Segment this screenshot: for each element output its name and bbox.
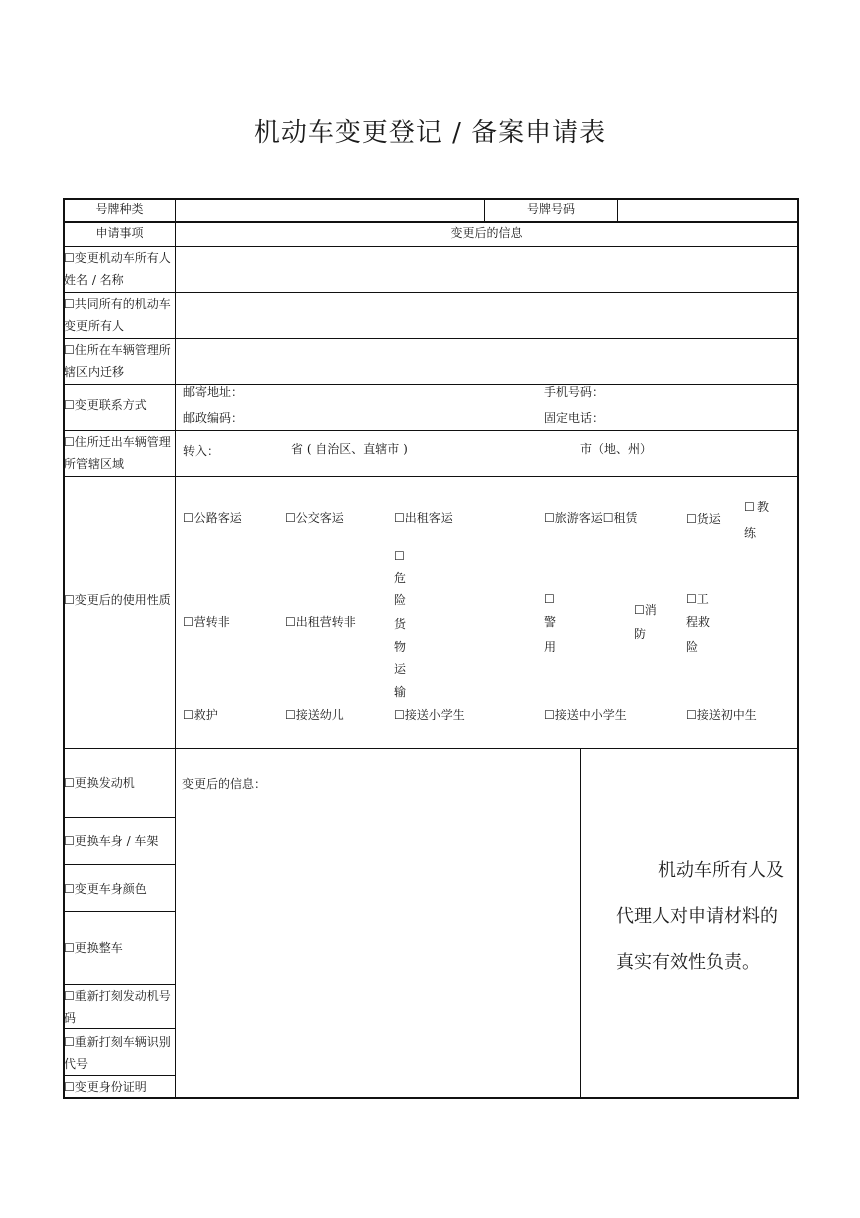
usage-road-passenger[interactable]: ☐公路客运: [183, 511, 242, 525]
usage-engineering-text-3: 险: [686, 640, 699, 654]
co-owner-input[interactable]: [180, 304, 792, 328]
change-color-option[interactable]: ☐变更车身颜色: [64, 882, 147, 896]
declaration-text: 机动车所有人及代理人对申请材料的真实有效性负责。: [616, 860, 784, 973]
usage-taxi[interactable]: ☐出租客运: [394, 511, 453, 525]
co-owner-option[interactable]: ☐共同所有的机动车变更所有人: [64, 297, 171, 333]
usage-option[interactable]: ☐变更后的使用性质: [64, 593, 171, 607]
plate-type-input[interactable]: [180, 201, 480, 219]
usage-coach-text-2: 练: [744, 526, 757, 540]
usage-coach-text-1: 教: [757, 500, 770, 514]
contact-option[interactable]: ☐变更联系方式: [64, 398, 147, 412]
move-out-option[interactable]: ☐住所迁出车辆管理所管辖区域: [64, 435, 171, 471]
plate-number-input[interactable]: [622, 201, 792, 219]
transfer-in-label: 转入：: [183, 444, 220, 458]
usage-fire-text-2: 防: [634, 627, 647, 641]
usage-hazard-text-4: 物: [394, 640, 407, 654]
usage-freight[interactable]: ☐货运: [686, 512, 721, 526]
usage-hazard-text-1: 危: [394, 571, 407, 585]
owner-name-option[interactable]: ☐变更机动车所有人姓名 / 名称: [64, 251, 171, 287]
plate-type-label: 号牌种类: [95, 202, 144, 216]
usage-police-text-1: 警: [544, 615, 557, 629]
usage-coach-checkbox[interactable]: ☐: [744, 500, 755, 514]
usage-police-checkbox[interactable]: ☐: [544, 592, 555, 606]
usage-engineering-text-2: 程救: [686, 615, 711, 629]
usage-engineering[interactable]: ☐工: [686, 592, 709, 606]
city-label: 市（地、州）: [580, 442, 653, 456]
usage-non-operating[interactable]: ☐营转非: [183, 615, 230, 629]
usage-bus[interactable]: ☐公交客运: [285, 511, 344, 525]
changed-info-textarea[interactable]: [182, 800, 578, 1094]
usage-primary-middle[interactable]: ☐接送中小学生: [544, 708, 627, 722]
address-move-input[interactable]: [180, 350, 792, 374]
change-whole-vehicle-option[interactable]: ☐更换整车: [64, 941, 123, 955]
owner-name-input[interactable]: [180, 258, 792, 282]
change-id-option[interactable]: ☐变更身份证明: [64, 1080, 147, 1094]
changed-info-label: 变更后的信息：: [182, 777, 267, 791]
mail-address-label: 邮寄地址：: [183, 385, 244, 399]
postcode-label: 邮政编码：: [183, 411, 244, 425]
usage-primary[interactable]: ☐接送小学生: [394, 708, 465, 722]
plate-number-label: 号牌号码: [526, 202, 575, 216]
change-engine-option[interactable]: ☐更换发动机: [64, 776, 135, 790]
reengrave-vin-option[interactable]: ☐重新打刻车辆识别代号: [64, 1035, 171, 1071]
usage-fire[interactable]: ☐消: [634, 603, 657, 617]
form-title: 机动车变更登记 / 备案申请表: [253, 118, 607, 148]
usage-hazard-text-6: 输: [394, 685, 407, 699]
phone-label: 固定电话：: [544, 411, 605, 425]
usage-hazard-text-5: 运: [394, 662, 407, 676]
usage-hazard-text-3: 货: [394, 617, 407, 631]
usage-rescue[interactable]: ☐救护: [183, 708, 218, 722]
usage-kindergarten[interactable]: ☐接送幼儿: [285, 708, 344, 722]
usage-junior[interactable]: ☐接送初中生: [686, 708, 757, 722]
after-change-info-label: 变更后的信息: [450, 226, 523, 240]
province-label: 省 ( 自治区、直辖市 ): [291, 442, 408, 456]
change-body-frame-option[interactable]: ☐更换车身 / 车架: [64, 834, 159, 848]
usage-taxi-to-non[interactable]: ☐出租营转非: [285, 615, 356, 629]
address-move-option[interactable]: ☐住所在车辆管理所辖区内迁移: [64, 343, 171, 379]
usage-police-text-2: 用: [544, 640, 557, 654]
usage-hazard-text-2: 险: [394, 593, 407, 607]
usage-hazard-checkbox[interactable]: ☐: [394, 549, 405, 563]
reengrave-engine-option[interactable]: ☐重新打刻发动机号码: [64, 989, 171, 1025]
usage-tour-lease[interactable]: ☐旅游客运☐租赁: [544, 511, 638, 525]
mobile-label: 手机号码：: [544, 385, 605, 399]
apply-item-label: 申请事项: [95, 226, 144, 240]
